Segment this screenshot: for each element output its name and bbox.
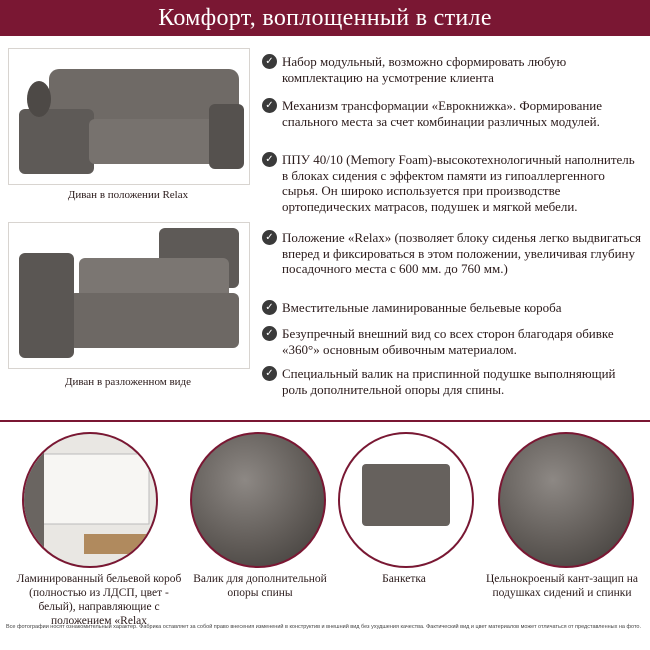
feature-text: Вместительные ламинированные бельевые короба <box>282 300 562 315</box>
sofa-relax-illustration <box>9 49 249 184</box>
feature-text: Специальный валик на приспинной подушке выполняющий роль дополнительной опоры для спины. <box>282 366 616 397</box>
sofa-unfolded-photo <box>8 222 250 369</box>
detail-photo-cushion <box>190 432 326 568</box>
detail-label: Ламинированный бельевой короб (полностью из ЛДСП, цвет - белый), направляющие с положением «Relax <box>16 573 182 627</box>
detail-photo-piping <box>498 432 634 568</box>
feature-text: Набор модульный, возможно сформировать любую комплектацию на усмотрение клиента <box>282 54 567 85</box>
bench-illustration <box>340 434 472 566</box>
feature-text: Механизм трансформации «Еврокнижка». Формирование спального места за счет комбинации различных модулей. <box>282 98 603 129</box>
unfolded-caption: Диван в разложенном виде <box>64 376 192 388</box>
header-banner <box>0 0 650 36</box>
feature-text: Положение «Relax» (позволяет блоку сиденья легко выдвигаться вперед и фиксироваться в этом положении, увеличивая глубину посадочного места с 600 мм. до 760 мм.) <box>282 230 642 276</box>
detail-label: Банкетка <box>382 573 426 585</box>
detail-photo-bench <box>338 432 474 568</box>
sofa-relax-photo <box>8 48 250 185</box>
check-circle-icon: ✓ <box>262 152 277 167</box>
feature-text: ППУ 40/10 (Memory Foam)-высокотехнологичный наполнитель в блоках сидения с эффектом памяти из гипоаллергенного сырья. Он широко используется при производстве ортопедических матрасов, подушек и мягкой мебели. <box>282 152 635 214</box>
check-circle-icon: ✓ <box>262 54 277 69</box>
check-circle-icon: ✓ <box>262 326 277 341</box>
page-title: Комфорт, воплощенный в стиле <box>158 4 492 31</box>
relax-caption: Диван в положении Relax <box>67 189 189 201</box>
sofa-unfolded-illustration <box>9 223 249 368</box>
footnote: Все фотографии носят ознакомительный характер. Фабрика оставляет за собой право внесения изменений в конструктив и внешний вид без ухудшения качества. Фактический вид и цвет материалов может отличаться от представленных на фото. <box>6 624 642 630</box>
check-circle-icon: ✓ <box>262 98 277 113</box>
detail-photo-storage <box>22 432 158 568</box>
feature-text: Безупречный внешний вид со всех сторон благодаря обивке «360°» основным обивочным материалом. <box>282 326 614 357</box>
storage-box-illustration <box>24 434 156 566</box>
detail-label: Цельнокроеный кант-защип на подушках сидений и спинки <box>485 573 638 599</box>
check-circle-icon: ✓ <box>262 230 277 245</box>
check-circle-icon: ✓ <box>262 300 277 315</box>
check-circle-icon: ✓ <box>262 366 277 381</box>
detail-label: Валик для дополнительной опоры спины <box>193 573 327 599</box>
